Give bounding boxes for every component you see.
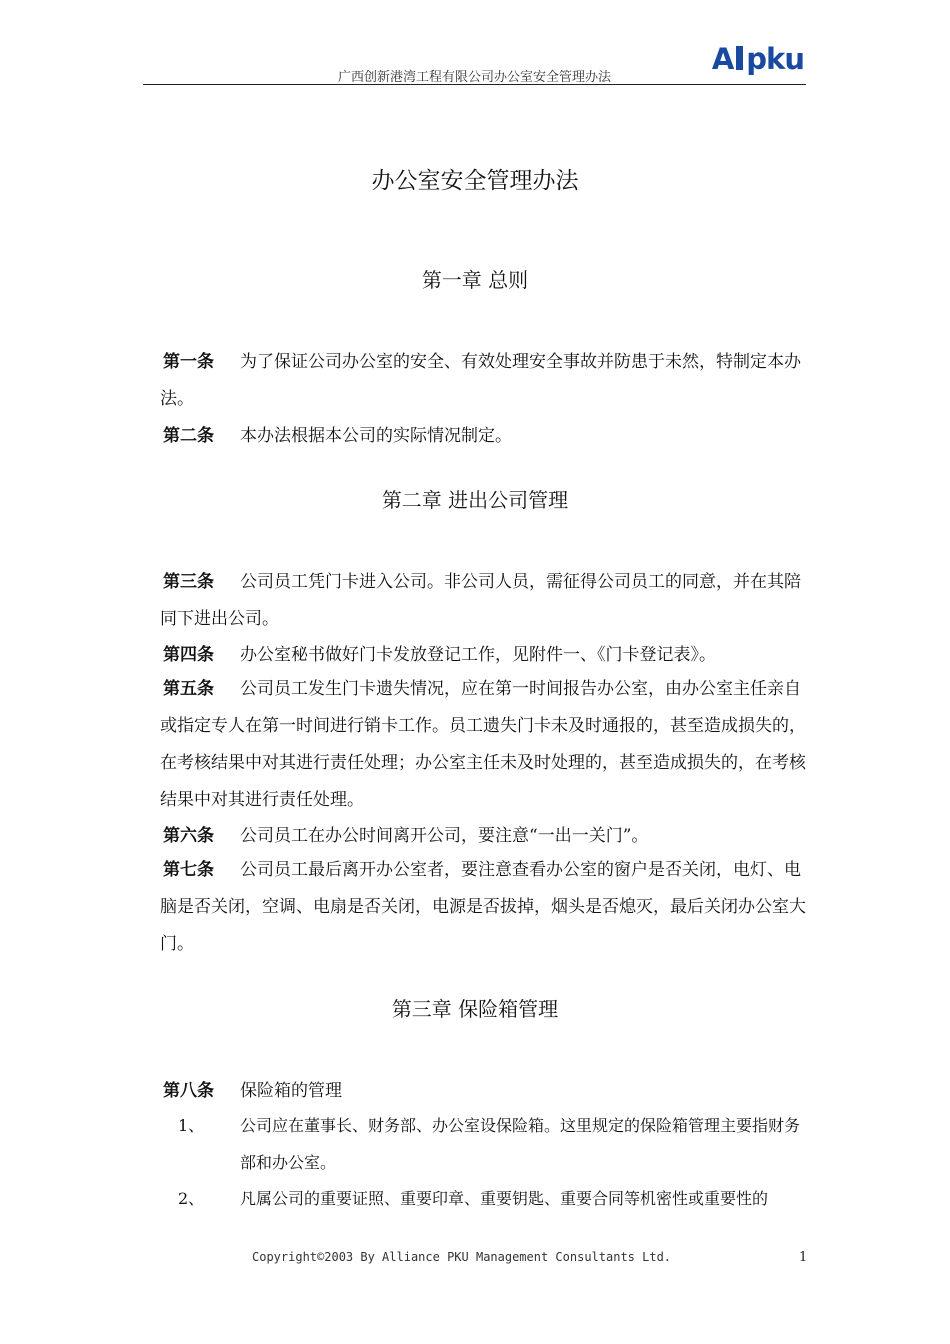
article [160, 818, 808, 855]
chapter-heading: 第一章 总则 [421, 268, 529, 292]
list-item-text: 公司应在董事长、财务部、办公室设保险箱。这里规定的保险箱管理主要指财务部和办公室。 [240, 1116, 801, 1172]
list-item [178, 1107, 808, 1181]
article-label: 第四条 [163, 645, 214, 665]
article-label: 第七条 [163, 860, 214, 880]
article-label: 第五条 [163, 679, 214, 699]
logo-word: pku [746, 42, 804, 76]
list-item [178, 1180, 808, 1217]
article [160, 418, 808, 455]
page-footer [0, 1250, 950, 1270]
allpku-logo [712, 42, 804, 74]
article-label: 第八条 [163, 1081, 214, 1101]
article-text: 保险箱的管理 [240, 1081, 342, 1101]
article-label: 第六条 [163, 826, 214, 846]
article-label: 第二条 [163, 426, 214, 446]
article [160, 564, 808, 638]
article-text: 本办法根据本公司的实际情况制定。 [240, 426, 512, 446]
article-text: 公司员工发生门卡遗失情况，应在第一时间报告办公室，由办公室主任亲自或指定专人在第一时间进行销卡工作。员工遗失门卡未及时通报的，甚至造成损失的，在考核结果中对其进行责任处理；办公室主任未及时处理的，甚至造成损失的，在考核结果中对其进行责任处理。 [160, 679, 806, 810]
article [160, 671, 808, 819]
article-text: 公司员工凭门卡进入公司。非公司人员，需征得公司员工的同意，并在其陪同下进出公司。 [160, 572, 801, 629]
article-label: 第三条 [163, 572, 214, 592]
header-title: 广西创新港湾工程有限公司办公室安全管理办法 [337, 70, 611, 85]
list-item-number: 1、 [178, 1116, 205, 1135]
page-number: 1 [799, 1250, 808, 1265]
page-header [143, 40, 806, 85]
logo-bar-icon [736, 46, 743, 70]
footer-copyright: Copyright©2003 By Alliance PKU Management Consultants Ltd. [252, 1250, 672, 1264]
document-title: 办公室安全管理办法 [371, 168, 579, 194]
article-text: 公司员工在办公时间离开公司，要注意“一出一关门”。 [240, 826, 649, 846]
article [160, 637, 808, 674]
list-item-number: 2、 [178, 1189, 205, 1208]
article [160, 344, 808, 418]
logo-letter: A [711, 42, 734, 76]
article-text: 公司员工最后离开办公室者，要注意查看办公室的窗户是否关闭，电灯、电脑是否关闭，空调、电扇是否关闭，电源是否拔掉，烟头是否熄灭，最后关闭办公室大门。 [160, 860, 806, 954]
article [160, 852, 808, 963]
list-item-text: 凡属公司的重要证照、重要印章、重要钥匙、重要合同等机密性或重要性的 [240, 1189, 769, 1208]
chapter-heading: 第二章 进出公司管理 [381, 488, 569, 512]
article-text: 办公室秘书做好门卡发放登记工作，见附件一、《门卡登记表》。 [240, 645, 716, 665]
chapter-heading: 第三章 保险箱管理 [391, 997, 559, 1021]
article-label: 第一条 [163, 352, 214, 372]
article [160, 1073, 808, 1110]
article-text: 为了保证公司办公室的安全、有效处理安全事故并防患于未然，特制定本办法。 [160, 352, 801, 409]
